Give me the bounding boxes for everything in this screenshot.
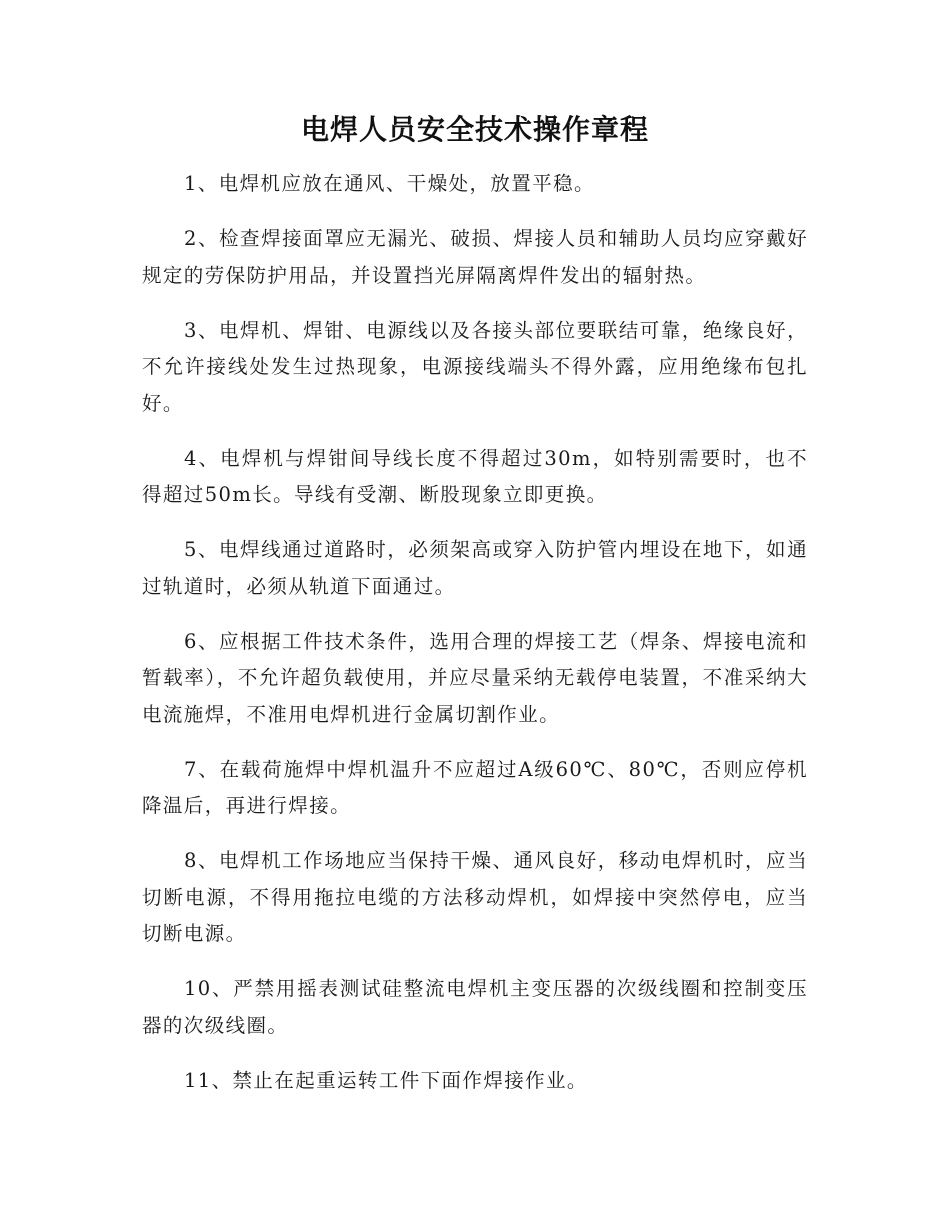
paragraph-6: 6、应根据工件技术条件，选用合理的焊接工艺（焊条、焊接电流和暂载率），不允许超负载使用，并应尽量采纳无载停电装置，不准采纳大电流施焊，不准用电焊机进行金属切割作业。	[142, 629, 808, 726]
paragraph-8: 8、电焊机工作场地应当保持干燥、通风良好，移动电焊机时，应当切断电源，不得用拖拉电缆的方法移动焊机，如焊接中突然停电，应当切断电源。	[142, 849, 808, 945]
document-title: 电焊人员安全技术操作章程	[300, 113, 649, 146]
paragraph-2: 2、检查焊接面罩应无漏光、破损、焊接人员和辅助人员均应穿戴好规定的劳保防护用品，并设置挡光屏隔离焊件发出的辐射热。	[142, 227, 808, 287]
paragraph-3: 3、电焊机、焊钳、电源线以及各接头部位要联结可靠，绝缘良好，不允许接线处发生过热现象，电源接线端头不得外露，应用绝缘布包扎好。	[142, 318, 808, 415]
paragraph-7: 7、在载荷施焊中焊机温升不应超过A级60℃、80℃，否则应停机降温后，再进行焊接。	[142, 757, 808, 817]
paragraph-10: 10、严禁用摇表测试硅整流电焊机主变压器的次级线圈和控制变压器的次级线圈。	[142, 977, 808, 1037]
paragraph-11: 11、禁止在起重运转工件下面作焊接作业。	[184, 1068, 588, 1092]
document-body	[142, 166, 808, 1118]
paragraph-1: 1、电焊机应放在通风、干燥处，放置平稳。	[184, 172, 595, 195]
paragraph-5: 5、电焊线通过道路时，必须架高或穿入防护管内埋设在地下，如通过轨道时，必须从轨道下面通过。	[142, 538, 808, 598]
paragraph-4: 4、电焊机与焊钳间导线长度不得超过30m，如特别需要时，也不得超过50m长。导线有受潮、断股现象立即更换。	[142, 446, 808, 506]
